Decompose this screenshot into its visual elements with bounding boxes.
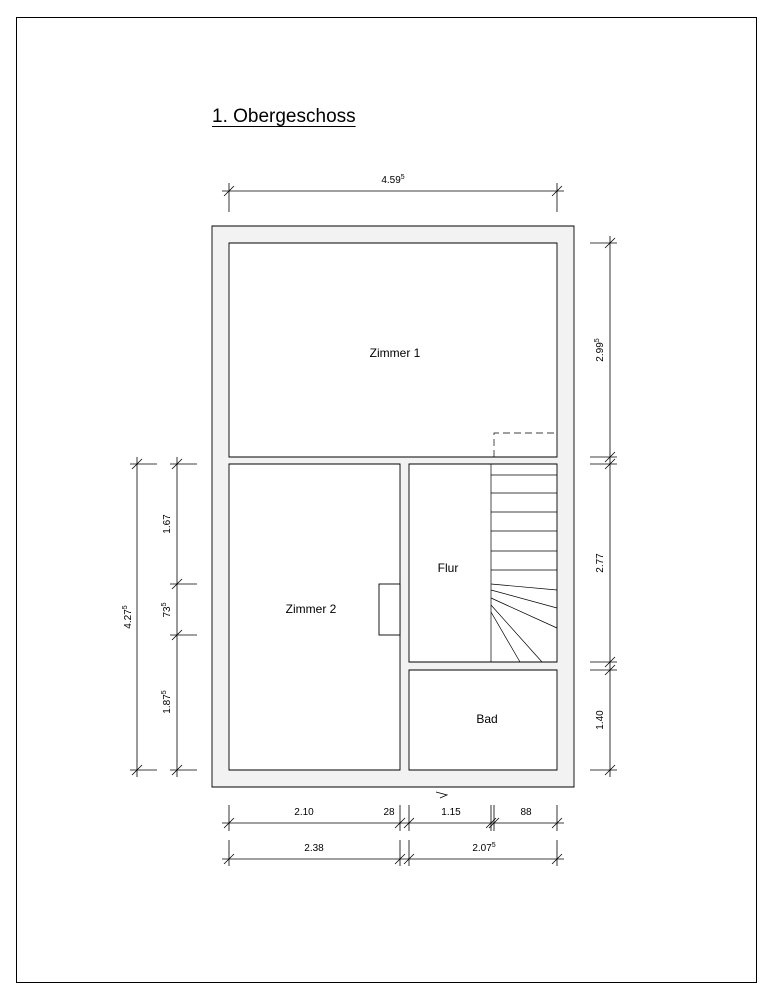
dim-left-middle: $73^5$ bbox=[161, 602, 173, 618]
dim-left-total: 4.27$^5$ bbox=[122, 605, 134, 629]
room-label-bad: Bad bbox=[476, 712, 498, 726]
stair-winder bbox=[491, 590, 557, 608]
stair-outline-above bbox=[494, 433, 557, 457]
dim-bottom-row2-left: 2.38 bbox=[304, 843, 324, 854]
room-label-flur: Flur bbox=[437, 561, 459, 575]
room-label-zimmer-2: Zimmer 2 bbox=[285, 602, 337, 616]
room-label-zimmer-1: Zimmer 1 bbox=[369, 346, 421, 360]
dimension-lines bbox=[130, 183, 617, 866]
building-walls bbox=[212, 226, 574, 787]
dim-right-lower: 1.40 bbox=[595, 710, 606, 730]
chimney-recess bbox=[379, 584, 400, 635]
stair-winder bbox=[491, 612, 520, 662]
stair-winder bbox=[491, 584, 557, 590]
staircase bbox=[491, 433, 557, 662]
plan-title: 1. Obergeschoss bbox=[212, 106, 356, 127]
dim-right-upper: 2.99$^5$ bbox=[594, 338, 606, 362]
entrance-marker bbox=[436, 792, 447, 798]
stair-winder bbox=[491, 605, 542, 662]
dim-left-upper: 1.67 bbox=[162, 514, 173, 534]
walls bbox=[212, 226, 574, 787]
dim-left-lower: 1.87$^5$ bbox=[161, 690, 173, 714]
dim-bottom-3: 1.15 bbox=[441, 807, 461, 818]
dim-bottom-1: 2.10 bbox=[294, 807, 314, 818]
dim-bottom-2: 28 bbox=[383, 807, 395, 818]
dim-bottom-4: 88 bbox=[520, 807, 532, 818]
dim-top-width: 4.59$^5$ bbox=[381, 174, 405, 186]
dim-right-middle: 2.77 bbox=[595, 553, 606, 573]
dim-bottom-row2-right: 2.07$^5$ bbox=[472, 842, 496, 854]
stair-winder bbox=[491, 598, 557, 628]
